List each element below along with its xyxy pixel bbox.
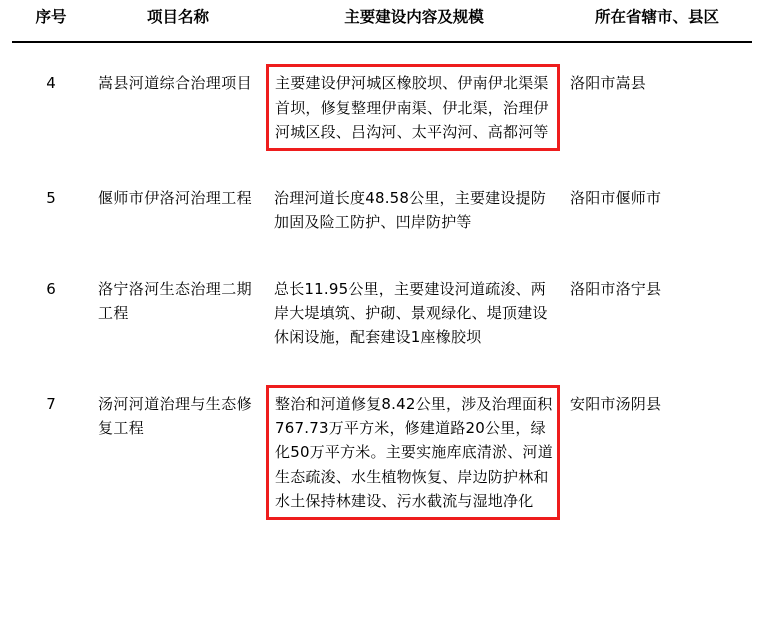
cell-project-name: 汤河河道治理与生态修复工程 (98, 394, 253, 437)
cell-project-name: 洛宁洛河生态治理二期工程 (98, 279, 253, 323)
cell-location: 洛阳市嵩县 (570, 74, 647, 93)
cell-description (266, 378, 562, 527)
cell-description (266, 263, 562, 364)
projects-table (12, 0, 752, 527)
table-header (12, 0, 752, 42)
row-spacer (12, 158, 752, 172)
cell-description (266, 172, 562, 249)
table-header-row (12, 0, 752, 42)
cell-location: 洛阳市洛宁县 (570, 279, 662, 298)
description-text: 总长11.95公里，主要建设河道疏浚、两岸大堤填筑、护砌、景观绿化、堤顶建设休闲设施，配套建设1座橡胶坝 (274, 279, 548, 347)
table-row (12, 263, 752, 364)
table-body (12, 42, 752, 527)
row-spacer (12, 42, 752, 57)
table-row (12, 57, 752, 158)
cell-no: 5 (46, 189, 56, 208)
cell-no: 4 (46, 74, 56, 93)
cell-project-name: 偃师市伊洛河治理工程 (98, 189, 253, 208)
column-header-no: 序号 (12, 0, 90, 42)
column-header-name: 项目名称 (90, 0, 266, 42)
cell-description (266, 57, 562, 158)
cell-location: 洛阳市偃师市 (570, 189, 662, 208)
row-spacer (12, 249, 752, 263)
description-text: 治理河道长度48.58公里，主要建设提防加固及险工防护、凹岸防护等 (274, 189, 546, 232)
row-spacer (12, 364, 752, 378)
cell-no: 6 (46, 279, 56, 298)
table-row (12, 378, 752, 527)
column-header-area: 所在省辖市、县区 (562, 0, 752, 42)
cell-no: 7 (46, 394, 56, 413)
column-header-desc: 主要建设内容及规模 (266, 0, 562, 42)
table-row (12, 172, 752, 249)
cell-project-name: 嵩县河道综合治理项目 (98, 74, 253, 93)
cell-location: 安阳市汤阴县 (570, 394, 662, 413)
highlight-box: 整治和河道修复8.42公里，涉及治理面积767.73万平方米，修建道路20公里，绿化50万平方米。主要实施库底清淤、河道生态疏浚、水生植物恢复、岸边防护林和水土保持林建设、污水截流与湿地净化 (266, 385, 560, 520)
highlight-box: 主要建设伊河城区橡胶坝、伊南伊北渠渠首坝，修复整理伊南渠、伊北渠，治理伊河城区段、吕沟河、太平沟河、高都河等 (266, 64, 560, 151)
